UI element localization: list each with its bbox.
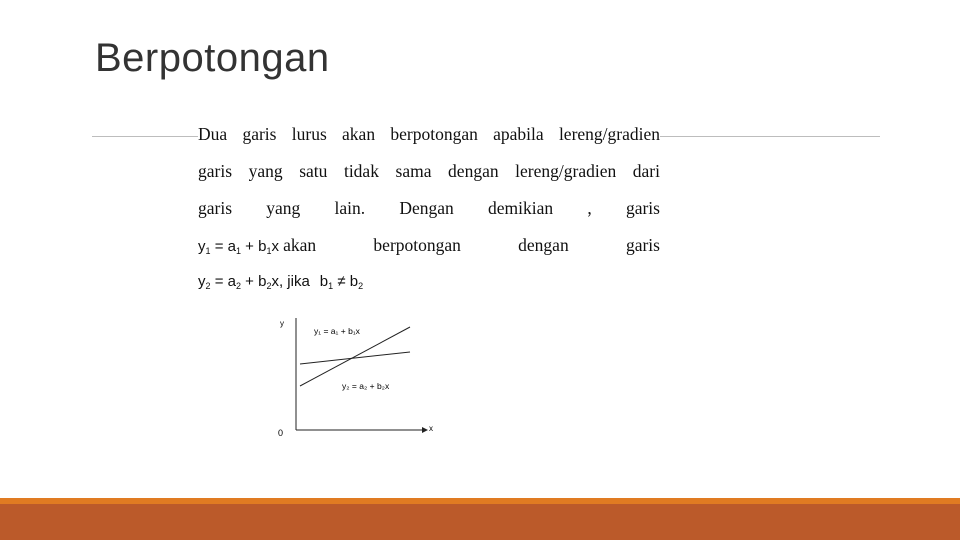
word: satu [299, 161, 328, 181]
word: garis [242, 124, 277, 144]
word: garis [625, 235, 660, 255]
word: sama [395, 161, 432, 181]
word: dari [632, 161, 660, 181]
paragraph-line-3 [198, 194, 660, 231]
word: lereng/gradien [558, 124, 660, 144]
line-1-label: y₁ = a₁ + b₁x [314, 326, 360, 336]
paragraph-line-5 [198, 268, 660, 305]
word: yang [248, 161, 283, 181]
paragraph-line-4 [198, 231, 660, 268]
word: dengan [448, 161, 499, 181]
word: akan [342, 124, 376, 144]
x-axis-arrow [422, 427, 428, 433]
word: Dengan [399, 198, 454, 218]
word: lain. [334, 198, 366, 218]
word: , [587, 198, 592, 218]
origin-label: 0 [278, 428, 284, 438]
word: demikian [488, 198, 554, 218]
word: apabila [493, 124, 544, 144]
word: yang [266, 198, 301, 218]
equation-line-2: $y_2 = a_2 + b_2x$ [198, 273, 279, 291]
word: lurus [291, 124, 327, 144]
word: berpotongan [390, 124, 478, 144]
equation-line-1: $y_1 = a_1 + b_1x$ akan [198, 235, 317, 256]
word: tidak [343, 161, 379, 181]
word: akan [283, 235, 317, 255]
word: dengan [518, 235, 569, 255]
line-2-label: y₂ = a₂ + b₂x [342, 381, 390, 391]
word: garis [198, 161, 233, 181]
word: berpotongan [373, 235, 461, 255]
y-axis-label: y [280, 319, 284, 328]
intersection-graph [270, 310, 450, 445]
word: garis [625, 198, 660, 218]
paragraph-line-1 [198, 120, 660, 157]
jika-text: , jika [278, 273, 310, 290]
word: Dua [198, 124, 228, 144]
paragraph-line-2 [198, 157, 660, 194]
condition: $b_1 \ne b_2$ [319, 273, 364, 291]
footer-bar [0, 504, 960, 540]
word: garis [198, 198, 233, 218]
x-axis-label: x [429, 424, 433, 433]
paragraph-block [198, 120, 660, 305]
line-2 [300, 352, 410, 364]
slide-title: Berpotongan [95, 36, 330, 80]
word: lereng/gradien [515, 161, 617, 181]
